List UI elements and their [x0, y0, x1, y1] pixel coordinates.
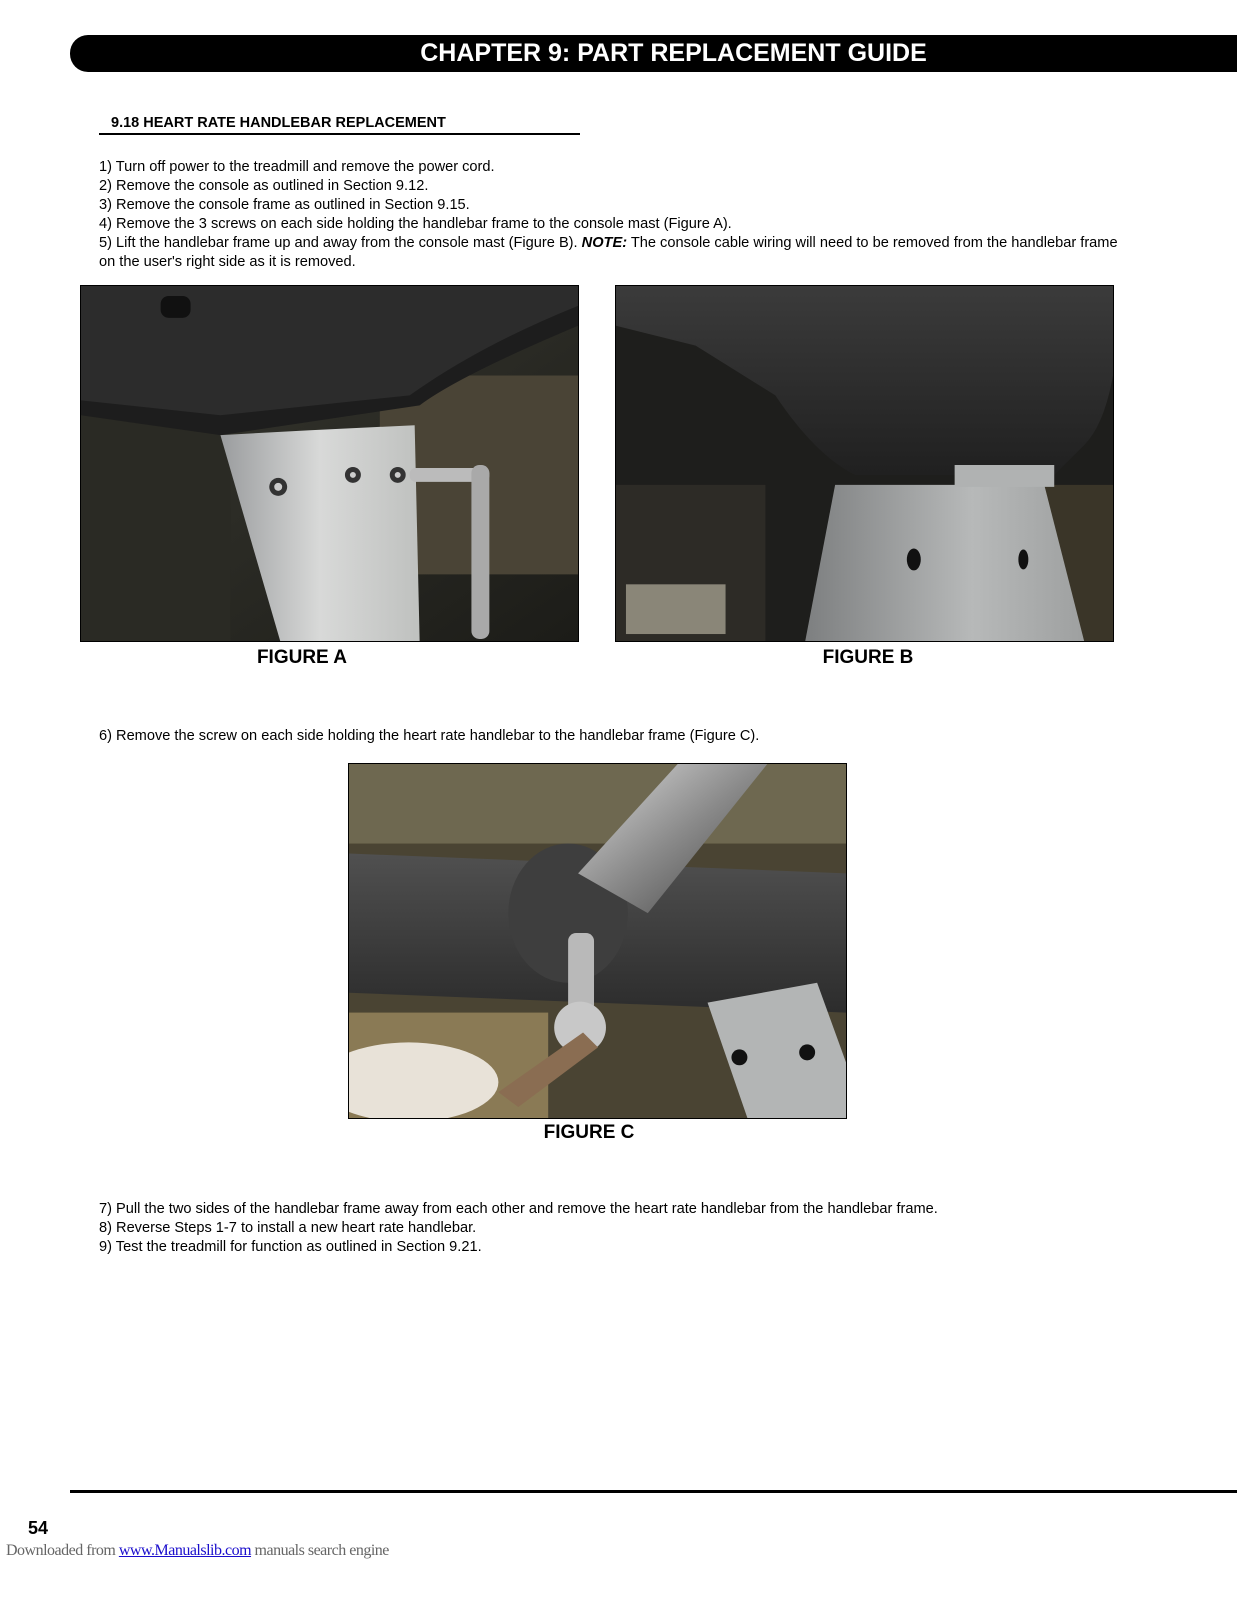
step5-text: 5) Lift the handlebar frame up and away from the console mast (Figure B). — [99, 235, 582, 251]
step-item: 4) Remove the 3 screws on each side holding the handlebar frame to the console mast (Figure A). — [99, 216, 732, 232]
section-title: 9.18 HEART RATE HANDLEBAR REPLACEMENT — [99, 115, 580, 135]
step-item: 7) Pull the two sides of the handlebar frame away from each other and remove the heart rate handlebar from the handlebar frame. — [99, 1201, 938, 1217]
footer-divider — [70, 1490, 1237, 1493]
chapter-header — [70, 35, 1237, 72]
manualslib-link[interactable]: www.Manualslib.com — [118, 1542, 252, 1559]
step-item: 3) Remove the console frame as outlined in Section 9.15. — [99, 197, 470, 213]
figure-b-caption: FIGURE B — [822, 647, 914, 668]
page-number: 54 — [28, 1518, 49, 1538]
figure-a-caption: FIGURE A — [256, 647, 348, 668]
figure-b-photo — [615, 285, 1114, 642]
figure-a-photo — [80, 285, 579, 642]
figure-c-caption: FIGURE C — [543, 1122, 635, 1143]
download-suffix: manuals search engine — [251, 1542, 389, 1559]
step-item: 9) Test the treadmill for function as outlined in Section 9.21. — [99, 1239, 482, 1255]
step-item-5 — [99, 234, 1129, 272]
steps-list-1 — [99, 158, 1129, 272]
steps-list-3 — [99, 1200, 1129, 1257]
chapter-title: CHAPTER 9: PART REPLACEMENT GUIDE — [420, 39, 927, 67]
figure-c-photo — [348, 763, 847, 1119]
steps-list-2 — [99, 727, 1129, 746]
step5-note-text: The console cable wiring will need to be removed from the handlebar frame on the user's right side as it is removed. — [99, 235, 1118, 270]
step-item: 2) Remove the console as outlined in Section 9.12. — [99, 178, 429, 194]
step-item-6: 6) Remove the screw on each side holding the heart rate handlebar to the handlebar frame (Figure C). — [99, 728, 760, 744]
download-notice — [6, 1542, 389, 1560]
step-item: 8) Reverse Steps 1-7 to install a new heart rate handlebar. — [99, 1220, 477, 1236]
note-label: NOTE: — [581, 235, 628, 251]
step-item: 1) Turn off power to the treadmill and remove the power cord. — [99, 159, 495, 175]
download-prefix: Downloaded from — [6, 1542, 119, 1559]
